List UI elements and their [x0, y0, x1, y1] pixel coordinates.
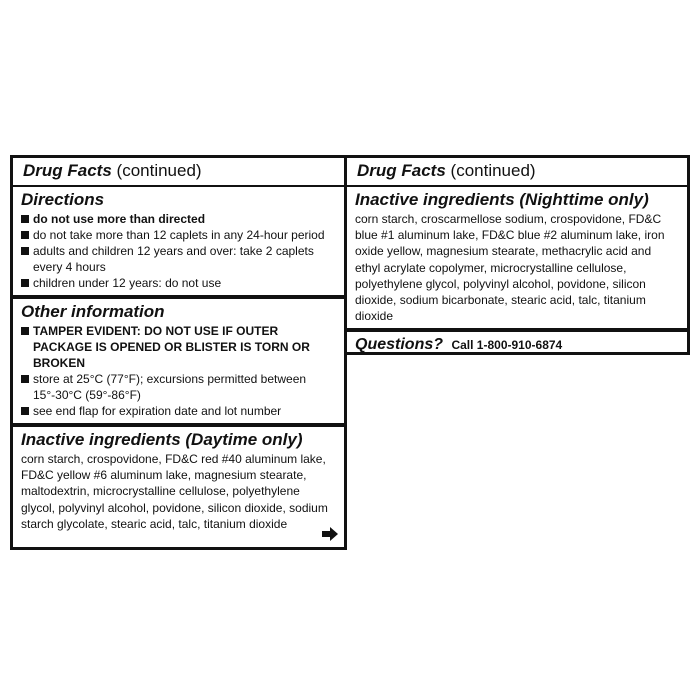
list-item: do not use more than directed — [21, 211, 336, 227]
inactive-nighttime-title: Inactive ingredients (Nighttime only) — [355, 190, 649, 209]
other-information-list — [21, 323, 336, 419]
right-header-suffix: (continued) — [450, 161, 536, 180]
directions-title: Directions — [21, 190, 105, 209]
list-item: do not take more than 12 caplets in any 24-hour period — [21, 227, 336, 243]
list-item: TAMPER EVIDENT: DO NOT USE IF OUTER PACKAGE IS OPENED OR BLISTER IS TORN OR BROKEN — [21, 323, 336, 371]
list-item: adults and children 12 years and over: take 2 caplets every 4 hours — [21, 243, 336, 275]
inactive-ingredients-nighttime-section — [347, 187, 687, 328]
directions-section — [13, 187, 344, 295]
list-item: store at 25°C (77°F); excursions permitted between 15°-30°C (59°-86°F) — [21, 371, 336, 403]
left-panel-header — [13, 158, 344, 187]
right-drug-facts-panel — [347, 155, 690, 355]
left-header-title: Drug Facts — [23, 161, 112, 180]
inactive-ingredients-daytime-section — [13, 423, 344, 536]
list-item: see end flap for expiration date and lot number — [21, 403, 336, 419]
questions-label: Questions? — [355, 336, 444, 354]
other-information-section — [13, 295, 344, 423]
left-drug-facts-panel — [10, 155, 347, 550]
arrow-right-icon — [322, 527, 338, 541]
inactive-nighttime-text: corn starch, croscarmellose sodium, crospovidone, FD&C blue #1 aluminum lake, FD&C blue #2 aluminum lake, iron oxide yellow, magnesium stearate, methacrylic acid and ethyl acrylate copolymer, microcrystalline cellulose, polyethylene glycol, polyvinyl alcohol, povidone, silicon dioxide, sodium bicarbonate, stearic acid, talc, titanium dioxide — [355, 212, 665, 324]
right-panel-header — [347, 158, 687, 187]
questions-section — [347, 328, 687, 358]
questions-phone: Call 1-800-910-6874 — [451, 338, 563, 353]
directions-list — [21, 211, 336, 291]
inactive-daytime-text: corn starch, crospovidone, FD&C red #40 aluminum lake, FD&C yellow #6 aluminum lake, magnesium stearate, maltodextrin, microcrystalline cellulose, polyethylene glycol, polyvinyl alcohol, povidone, silicon dioxide, sodium starch glycolate, stearic acid, talc, titanium dioxide — [21, 452, 328, 531]
left-header-suffix: (continued) — [116, 161, 202, 180]
other-information-title: Other information — [21, 302, 165, 321]
right-header-title: Drug Facts — [357, 161, 446, 180]
inactive-daytime-title: Inactive ingredients (Daytime only) — [21, 430, 303, 449]
list-item: children under 12 years: do not use — [21, 275, 336, 291]
